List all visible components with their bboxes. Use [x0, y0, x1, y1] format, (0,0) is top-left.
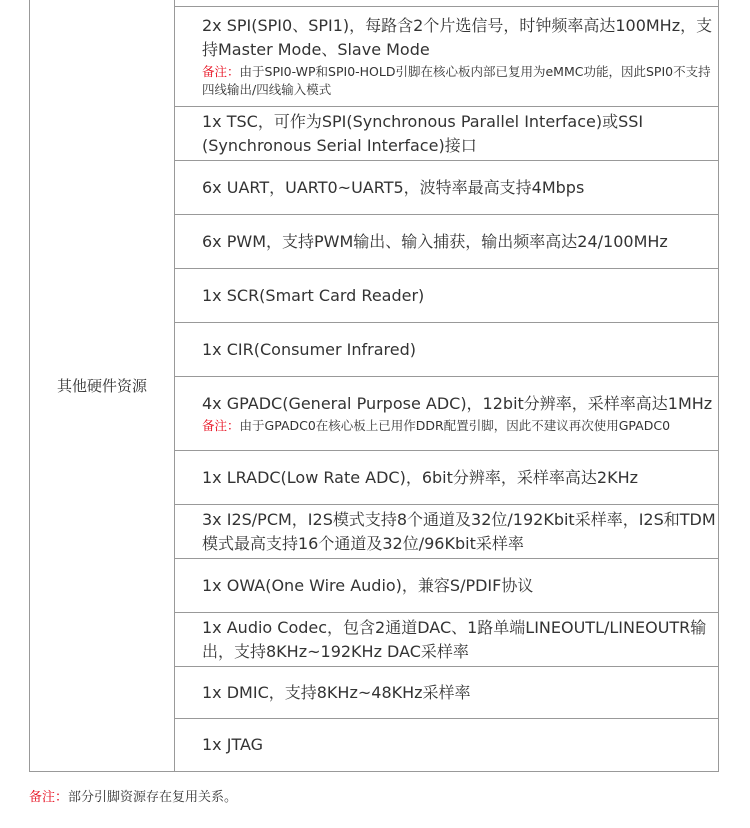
footnote	[29, 786, 237, 805]
row-text: 1x SCR(Smart Card Reader)	[202, 285, 425, 305]
table-row	[175, 612, 719, 666]
row-text: 1x JTAG	[202, 735, 264, 754]
row-note	[202, 63, 719, 99]
table-row	[175, 504, 719, 558]
row-text: 6x PWM，支持PWM输出、输入捕获，输出频率高达24/100MHz	[202, 231, 668, 251]
table-row	[175, 450, 719, 504]
note-label: 备注：	[202, 64, 240, 79]
table-row	[175, 666, 719, 718]
table-row	[175, 214, 719, 268]
row-text: 1x CIR(Consumer Infrared)	[202, 339, 416, 359]
table-row	[175, 718, 719, 771]
footnote-text: 部分引脚资源存在复用关系。	[68, 790, 238, 805]
table-row	[175, 160, 719, 214]
note-label: 备注：	[202, 418, 240, 433]
row-text: 1x OWA(One Wire Audio)，兼容S/PDIF协议	[202, 575, 534, 595]
row-text: 4x GPADC(General Purpose ADC)，12bit分辨率，采样率高达1MHz	[202, 394, 713, 413]
row-text: 1x TSC，可作为SPI(Synchronous Parallel Interface)或SSI (Synchronous Serial Interface)接口	[202, 111, 644, 155]
footnote-label: 备注：	[29, 790, 69, 805]
table-row	[175, 376, 719, 450]
row-text: 1x Audio Codec，包含2通道DAC、1路单端LINEOUTL/LINEOUTR输出，支持8KHz~192KHz DAC采样率	[202, 617, 707, 661]
table-row	[175, 268, 719, 322]
table-row	[175, 6, 719, 106]
note-text: 由于GPADC0在核心板上已用作DDR配置引脚，因此不建议再次使用GPADC0	[239, 418, 671, 433]
table-row	[175, 106, 719, 160]
row-text: 2x SPI(SPI0、SPI1)，每路含2个片选信号，时钟频率高达100MHz，支持Master Mode、Slave Mode	[202, 16, 713, 59]
note-text: 由于SPI0-WP和SPI0-HOLD引脚在核心板内部已复用为eMMC功能，因此SPI0不支持四线输出/四线输入模式	[202, 64, 711, 97]
category-cell: 其他硬件资源	[30, 0, 175, 771]
table-row	[175, 322, 719, 376]
table-row	[175, 558, 719, 612]
row-text: 1x LRADC(Low Rate ADC)，6bit分辨率，采样率高达2KHz	[202, 467, 639, 487]
row-text: 6x UART，UART0~UART5，波特率最高支持4Mbps	[202, 177, 585, 197]
row-note	[202, 417, 719, 435]
hardware-resources-table	[29, 0, 719, 772]
row-text: 3x I2S/PCM，I2S模式支持8个通道及32位/192Kbit采样率，I2S和TDM模式最高支持16个通道及32位/96Kbit采样率	[202, 509, 716, 553]
row-text: 1x DMIC，支持8KHz~48KHz采样率	[202, 682, 471, 702]
